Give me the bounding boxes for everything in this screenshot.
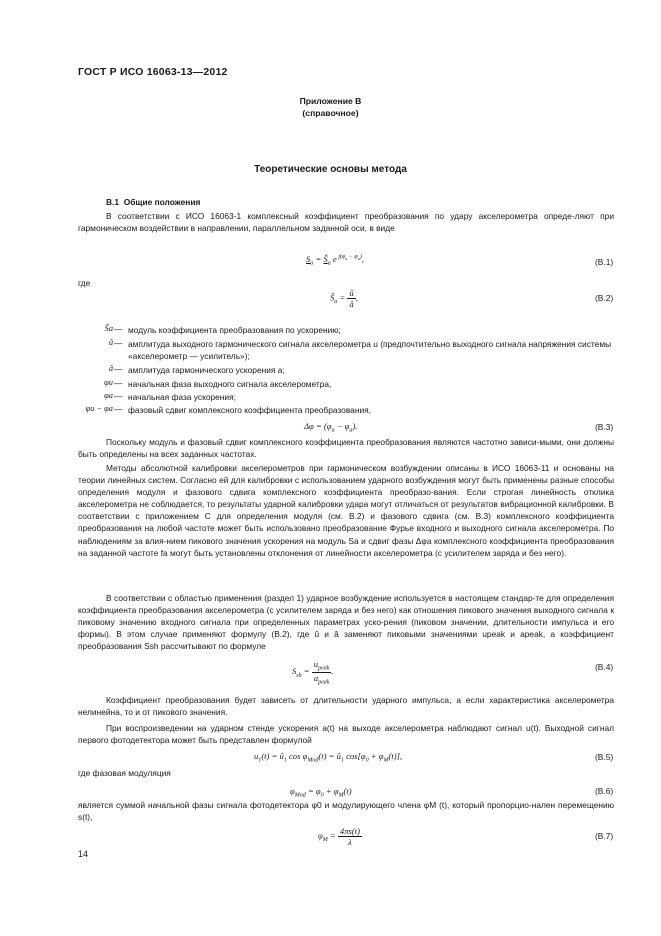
equation-number-b7: (B.7) xyxy=(595,831,614,841)
equation-number-b3: (B.3) xyxy=(595,422,614,432)
paragraph-5: Коэффициент преобразования будет зависеть от длительности ударного импульса, а если характеристика акселерометра нелинейна, то и от пикового значения. xyxy=(78,695,614,718)
paragraph-3: Методы абсолютной калибровки акселерометров при гармоническом возбуждении описаны в ИСО 16063-11 и основаны на теории линейных систем. Согласно ей для калибровки с использованием ударного возбуждения могут быть применены разные способы определения модуля и фазового сдвига комплексного коэффициента преобразо-вания. Если строгая линейность отклика акселерометра не соблюдается, то результаты ударной калибровки удара могут отличаться от результатов вибрационной калибровки. В соответствии с приложением С для определения модуля (см. В.2) и фазового сдвига (см. В.3) комплексного коэффициента преобразования на любой частоте может быть использовано преобразование Фурье входного и выходного сигнала акселерометра. По наблюдениям за влия-нием пикового значения ускорения на модуль Sa и сдвиг фазы Δφa комплексного коэффициента преобразования на заданной частоте fa могут быть установлены отклонения от линейности акселерометра (с усилителем заряда и без него). xyxy=(78,463,614,558)
def-symbol: Ŝa xyxy=(104,324,113,333)
def-dash: — xyxy=(114,364,123,374)
annex-title: Приложение В xyxy=(299,96,362,106)
def-dash: — xyxy=(114,324,123,334)
def-dash: — xyxy=(114,338,123,348)
equation-number-b2: (B.2) xyxy=(595,293,614,303)
def-dash: — xyxy=(114,378,123,388)
where-label: где xyxy=(78,278,91,288)
def-symbol: φa xyxy=(104,391,113,400)
equation-number-b4: (B.4) xyxy=(595,662,614,672)
formula-b1: $S_a$ = $Ŝ_a$ e $^{j(\varphi_u - \varphi_a)}$, xyxy=(306,254,365,267)
def-symbol: φu xyxy=(104,378,113,387)
standard-header: ГОСТ Р ИСО 16063-13—2012 xyxy=(78,66,228,78)
section-title: Общие положения xyxy=(123,197,201,207)
paragraph-4: В соответствии с областью применения (раздел 1) ударное возбуждение используется в настоящем стандар-те для определения коэффициента преобразования акселерометра (с усилителем заряда и без него) как отношения пикового значения выходного сигнала к пиковому значению входного сигнала при определенных параметрах уско-рения (пиковом значении, длительности импульса и его формы). В этом случае применяют формулу (B.2), где û и â заменяют пиковыми значениями upeak и apeak, а коэффициент преобразования Ssh рассчитывают по формуле xyxy=(78,593,614,652)
def-text: начальная фаза ускорения; xyxy=(128,392,236,402)
section-heading xyxy=(106,197,200,207)
main-title: Теоретические основы метода xyxy=(254,164,407,175)
def-dash: — xyxy=(114,404,123,414)
paragraph-7: является суммой начальной фазы сигнала фотодетектора φ0 и модулирующего члена φM (t), который пропорцио-нален перемещению s(t), xyxy=(78,800,614,823)
def-symbol: φu − φa xyxy=(85,404,113,413)
def-dash: — xyxy=(114,391,123,401)
equation-number-b1: (B.1) xyxy=(595,257,614,267)
def-text: фазовый сдвиг комплексного коэффициента преобразования, xyxy=(128,405,371,415)
equation-number-b6: (B.6) xyxy=(595,786,614,796)
paragraph-2: Поскольку модуль и фазовый сдвиг комплексного коэффициента преобразования являются частотно зависи-мыми, они должны быть определены на всех заданных частотах. xyxy=(78,437,614,460)
formula-b6: $\varphi_{Mod} = \varphi_0 + \varphi_M(t)$ xyxy=(290,786,352,799)
section-number: В.1 xyxy=(106,197,120,207)
def-symbol: â xyxy=(108,364,113,373)
formula-b4: $S_{sh}$ = $\frac{u_{peak}}{a_{peak}}$ . xyxy=(292,659,334,686)
def-text: начальная фаза выходного сигнала акселерометра, xyxy=(128,379,332,389)
paragraph-6: При воспроизведении на ударном стенде ускорения a(t) на выходе акселерометра наблюдают сигнал u(t). Выходной сигнал первого фотодетектора может быть представлен формулой xyxy=(78,723,614,746)
equation-number-b5: (B.5) xyxy=(595,752,614,762)
page-number: 14 xyxy=(78,849,89,859)
formula-b7: $\varphi_M$ = $\frac{4\pi s(t)}{\lambda}$ xyxy=(318,826,360,847)
def-text: модуль коэффициента преобразования по ускорению; xyxy=(128,325,341,335)
def-text: амплитуда выходного гармонического сигнала акселерометра u (предпочтительно выходного сигнала напряжения системы «акселерометр — усилитель»); xyxy=(128,339,612,362)
formula-b5: $u_1(t)$ = $û_1$ $\cos \varphi_{Mod}(t)$ = $û_1$ $\cos[\varphi_0 + \varphi_M(t)]$, xyxy=(254,751,403,764)
annex-type: (справочное) xyxy=(302,108,359,118)
where-phase-label: где фазовая модуляция xyxy=(78,768,171,778)
def-text: амплитуда гармонического ускорения a; xyxy=(128,365,285,375)
paragraph-1: В соответствии с ИСО 16063-1 комплексный коэффициент преобразования по удару акселерометра опреде-ляют при гармоническом воздействии в направлении, параллельном заданной оси, в виде xyxy=(78,211,614,234)
formula-b3: $\Delta\varphi = (\varphi_u - \varphi_a)$. xyxy=(304,421,358,434)
formula-b2: $Ŝ_a$ = $\frac{û}{â}$ , xyxy=(330,288,358,309)
def-symbol: û xyxy=(108,338,113,347)
